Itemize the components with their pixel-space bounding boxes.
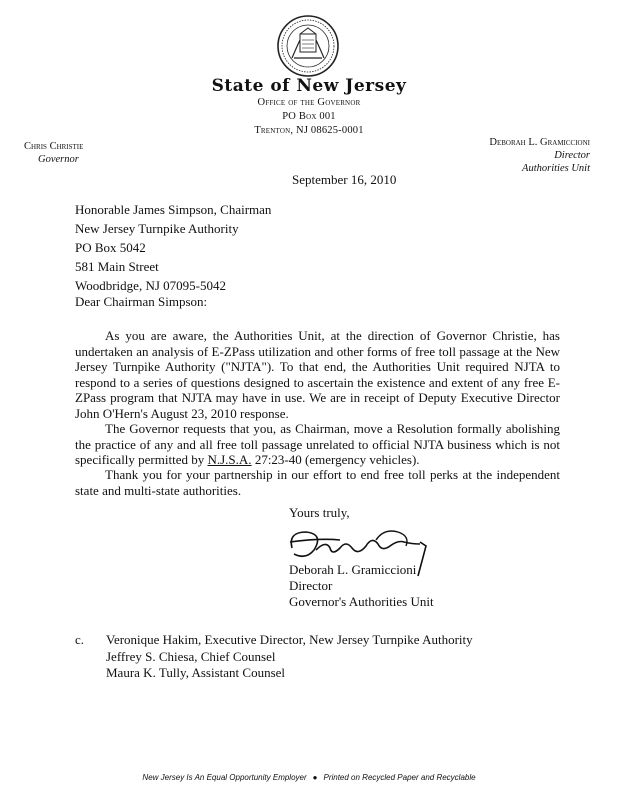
bullet-icon: ● xyxy=(312,773,318,782)
address-line: New Jersey Turnpike Authority xyxy=(75,221,239,236)
paragraph-3 xyxy=(75,467,560,498)
office-name: Office of the Governor xyxy=(257,97,361,108)
signer-title: Director xyxy=(289,578,333,593)
signature-block xyxy=(289,562,434,610)
signer-unit: Governor's Authorities Unit xyxy=(289,594,434,609)
director-name: Deborah L. Gramiccioni xyxy=(489,137,590,148)
recipient-address xyxy=(75,200,271,295)
state-title: State of New Jersey xyxy=(211,76,407,96)
closing: Yours truly, xyxy=(289,505,350,520)
office-city: Trenton, NJ 08625-0001 xyxy=(254,125,364,136)
cc-label: c. xyxy=(75,632,85,647)
cc-recipient: Jeffrey S. Chiesa, Chief Counsel xyxy=(106,648,276,664)
state-seal-icon xyxy=(276,14,340,78)
cc-recipient: Maura K. Tully, Assistant Counsel xyxy=(106,665,286,680)
cc-list xyxy=(106,632,473,682)
cc-recipient: Veronique Hakim, Executive Director, New Jersey Turnpike Authority xyxy=(106,632,473,647)
footer-recycled: Printed on Recycled Paper and Recyclable xyxy=(323,773,476,782)
paragraph-2-text-end: 27:23-40 (emergency vehicles). xyxy=(251,452,420,468)
paragraph-2 xyxy=(75,421,560,468)
governor-block xyxy=(24,140,83,166)
director-block xyxy=(489,136,590,175)
letter-date: September 16, 2010 xyxy=(292,172,397,187)
signer-name: Deborah L. Gramiccioni xyxy=(289,562,417,577)
address-line: Honorable James Simpson, Chairman xyxy=(75,202,272,217)
statute-citation: N.J.S.A. xyxy=(207,452,252,468)
address-line: Woodbridge, NJ 07095-5042 xyxy=(75,278,226,293)
address-line: PO Box 5042 xyxy=(75,240,146,255)
paragraph-1 xyxy=(75,328,560,422)
director-unit: Authorities Unit xyxy=(522,163,590,174)
paragraph-3-text: Thank you for your partnership in our effort to end free toll perks at the independent state and multi-state authorities. xyxy=(75,467,560,498)
governor-title: Governor xyxy=(38,154,79,165)
director-title: Director xyxy=(554,150,590,161)
address-line: 581 Main Street xyxy=(75,259,159,274)
office-po-box: PO Box 001 xyxy=(282,111,336,122)
footer-equal-opportunity: New Jersey Is An Equal Opportunity Employer xyxy=(142,773,307,782)
footer xyxy=(0,773,618,782)
paragraph-1-text: As you are aware, the Authorities Unit, at the direction of Governor Christie, has undertaken an analysis of E-ZPass utilization and other forms of free toll passage at the New Jersey Turnpike Authority ("NJTA"). To that end, the Authorities Unit required NJTA to respond to a series of questions designed to ascertain the existence and extent of any free E-ZPass program that NJTA may have in use. We are in receipt of Deputy Executive Director John O'Hern's August 23, 2010 response. xyxy=(75,328,560,421)
governor-name: Chris Christie xyxy=(24,141,84,152)
salutation: Dear Chairman Simpson: xyxy=(75,294,208,309)
paragraph-2-text: The Governor requests that you, as Chairman, move a Resolution formally abolishing the practice of any and all free toll passage unrelated to official NJTA business which is not specifically permitted by xyxy=(75,421,560,468)
